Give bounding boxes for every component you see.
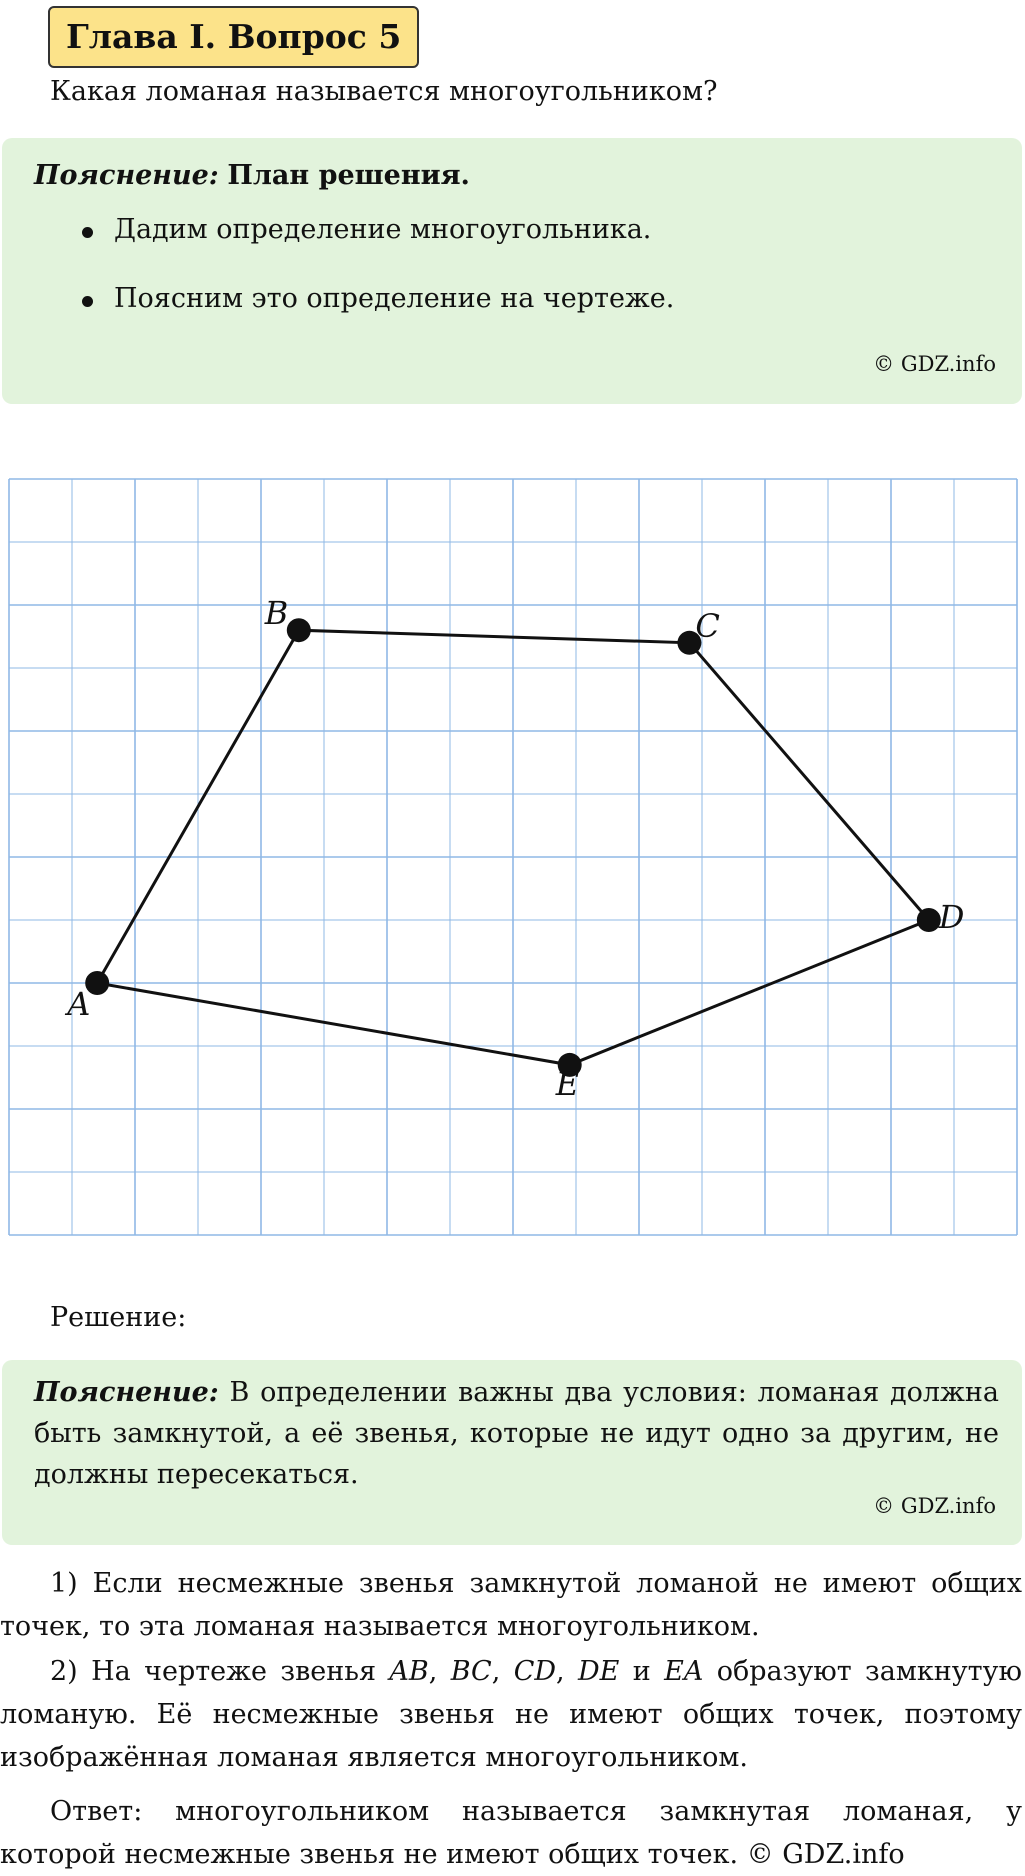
vertex-d (917, 908, 941, 932)
chapter-title: Глава I. Вопрос 5 (48, 6, 419, 68)
explanation-box (2, 1360, 1022, 1545)
vertex-label-d: D (938, 898, 965, 936)
plan-label: Пояснение: (34, 160, 219, 191)
plan-list (82, 200, 674, 338)
segment-ea: EA (664, 1656, 704, 1687)
answer-paragraph: Ответ: многоугольником называется замкнутая ломаная, у которой несмежные звенья не имеют общих точек. © GDZ.info (0, 1796, 1022, 1870)
plan-bullet: Дадим определение многоугольника. (82, 200, 674, 269)
explanation-text (34, 1372, 999, 1495)
segment-ab: AB (389, 1656, 429, 1687)
copyright-mark: © GDZ.info (873, 352, 996, 376)
vertex-label-a: A (67, 985, 91, 1023)
segment-bc: BC (450, 1656, 492, 1687)
explanation-body: В определении важны два условия: ломаная должна быть замкнутой, а её звенья, которые не идут одно за другим, не должны пересекаться. (34, 1377, 999, 1490)
vertex-label-c: C (695, 606, 720, 645)
plan-bullet: Поясним это определение на чертеже. (82, 269, 674, 338)
explanation-label: Пояснение: (34, 1377, 219, 1408)
vertex-b (287, 618, 311, 642)
plan-title: План решения. (227, 160, 470, 191)
vertex-label-e: E (555, 1064, 580, 1103)
solution-paragraph-1: 1) Если несмежные звенья замкнутой ломаной не имеют общих точек, то эта ломаная называется многоугольником. (0, 1568, 1022, 1642)
question-text: Какая ломаная называется многоугольником? (50, 76, 718, 107)
plan-heading (34, 160, 470, 191)
segment-de: DE (577, 1656, 620, 1687)
solution-paragraph-2: 2) На чертеже звенья AB, BC, CD, DE и EA образуют замкнутую ломаную. Её несмежные звенья не имеют общих точек, поэтому изображённая ломаная является многоугольником. (0, 1656, 1022, 1773)
polygon-drawing (8, 478, 1018, 1240)
vertex-label-b: B (264, 594, 289, 633)
copyright-mark: © GDZ.info (873, 1494, 996, 1518)
segment-cd: CD (513, 1656, 556, 1687)
solution-label: Решение: (50, 1302, 187, 1333)
grid-figure (8, 478, 1018, 1236)
plan-box (2, 138, 1022, 404)
